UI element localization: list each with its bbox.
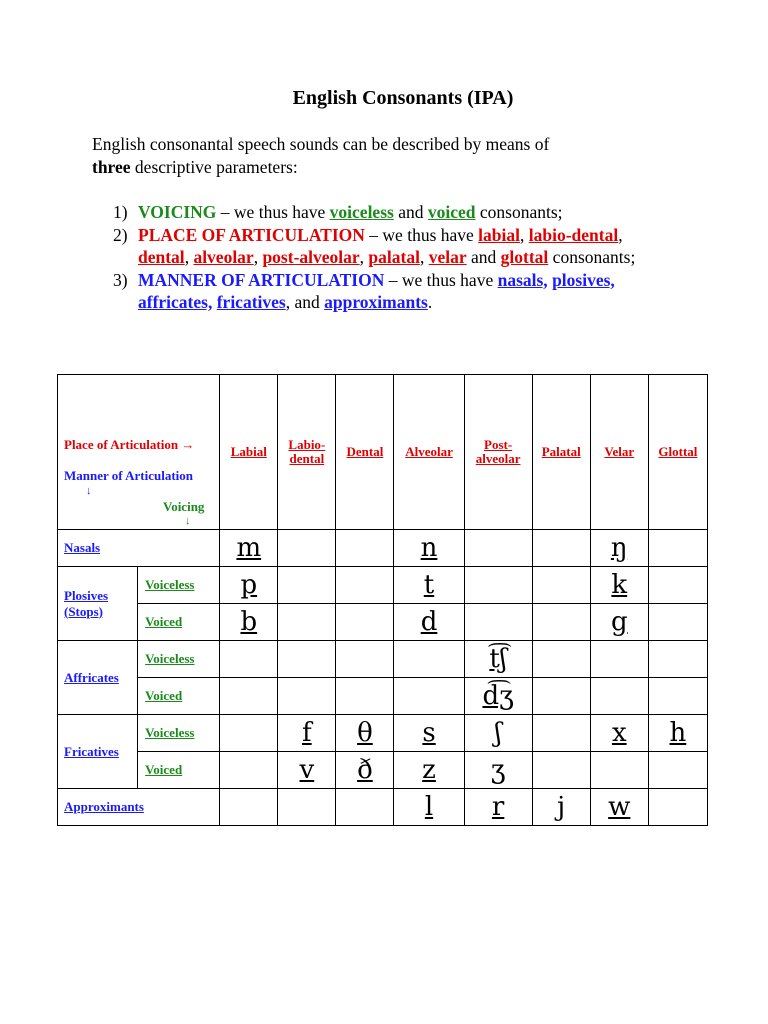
link-velar[interactable]: velar xyxy=(428,247,467,267)
link-voiced[interactable]: voiced xyxy=(427,202,476,222)
list-text: and xyxy=(466,247,501,267)
link-voiceless[interactable]: voiceless xyxy=(329,202,394,222)
intro-text: English consonantal speech sounds can be described by means of xyxy=(92,134,550,154)
ipa-symbol xyxy=(394,641,464,678)
ipa-symbol xyxy=(220,678,278,715)
page-title: English Consonants (IPA) xyxy=(292,87,514,109)
ipa-symbol xyxy=(532,715,590,752)
manner-heading: MANNER OF ARTICULATION xyxy=(138,269,385,290)
ipa-symbol: l xyxy=(394,789,464,826)
ipa-symbol xyxy=(278,641,336,678)
ipa-symbol xyxy=(532,678,590,715)
ipa-symbol: t͡ʃ xyxy=(464,641,532,678)
ipa-symbol: ʒ xyxy=(464,752,532,789)
ipa-symbol xyxy=(220,752,278,789)
list-text: , xyxy=(359,247,369,267)
link-plosives[interactable]: plosives, xyxy=(552,269,615,290)
table-row-plosives-voiceless xyxy=(58,567,708,604)
ipa-symbol: ʃ xyxy=(464,715,532,752)
ipa-symbol: ŋ xyxy=(590,530,648,567)
voicing-heading: VOICING xyxy=(138,202,217,222)
voicing-voiced[interactable]: Voiced xyxy=(138,678,220,715)
list-text: , xyxy=(184,247,194,267)
list-number: 1) xyxy=(113,202,128,222)
link-approximants[interactable]: approximants xyxy=(324,292,428,312)
intro-paragraph xyxy=(92,133,692,179)
corner-cell xyxy=(58,375,220,530)
row-label-plosives[interactable]: Plosives (Stops) xyxy=(58,567,138,641)
ipa-symbol xyxy=(394,678,464,715)
ipa-symbol xyxy=(648,641,707,678)
column-header-post-alveolar[interactable]: Post- alveolar xyxy=(464,375,532,530)
link-dental[interactable]: dental xyxy=(138,247,185,267)
down-arrow-icon: ↓ xyxy=(86,485,92,497)
list-number: 3) xyxy=(113,269,128,290)
ipa-symbol: d xyxy=(394,604,464,641)
ipa-symbol: x xyxy=(590,715,648,752)
ipa-symbol xyxy=(336,678,394,715)
list-text: and xyxy=(393,202,428,222)
ipa-symbol xyxy=(464,530,532,567)
ipa-symbol xyxy=(590,752,648,789)
voicing-voiceless[interactable]: Voiceless xyxy=(138,715,220,752)
ipa-symbol xyxy=(648,567,707,604)
ipa-symbol xyxy=(278,789,336,826)
link-labial[interactable]: labial xyxy=(478,224,520,245)
list-item-place xyxy=(113,224,673,269)
place-heading: PLACE OF ARTICULATION xyxy=(138,224,365,245)
list-number: 2) xyxy=(113,224,128,245)
ipa-symbol xyxy=(648,604,707,641)
ipa-symbol: v xyxy=(278,752,336,789)
list-item-voicing xyxy=(113,201,673,224)
link-fricatives[interactable]: fricatives xyxy=(216,292,286,312)
manner-of-articulation-label: Manner of Articulation xyxy=(64,468,194,483)
ipa-symbol: d͡ʒ xyxy=(464,678,532,715)
ipa-symbol: z xyxy=(394,752,464,789)
ipa-symbol: r xyxy=(464,789,532,826)
ipa-symbol: ð xyxy=(336,752,394,789)
place-of-articulation-label: Place of Articulation → xyxy=(64,437,195,452)
list-text: – we thus have xyxy=(364,224,479,245)
parameter-list xyxy=(113,201,673,314)
consonant-table xyxy=(57,374,708,826)
ipa-symbol: θ xyxy=(336,715,394,752)
list-text: consonants; xyxy=(475,202,563,222)
ipa-symbol xyxy=(336,604,394,641)
ipa-symbol: w xyxy=(590,789,648,826)
ipa-symbol: b xyxy=(220,604,278,641)
row-label-approximants[interactable]: Approximants xyxy=(58,789,220,826)
voicing-voiceless[interactable]: Voiceless xyxy=(138,641,220,678)
list-text: . xyxy=(427,292,433,312)
ipa-symbol: g xyxy=(590,604,648,641)
voicing-label: Voicing xyxy=(163,499,205,514)
column-header-palatal[interactable]: Palatal xyxy=(532,375,590,530)
ipa-symbol xyxy=(648,678,707,715)
ipa-symbol xyxy=(532,752,590,789)
table-row-plosives-voiced xyxy=(58,604,708,641)
ipa-symbol xyxy=(278,678,336,715)
ipa-symbol xyxy=(464,604,532,641)
link-affricates[interactable]: affricates, xyxy=(138,292,213,312)
ipa-symbol: j xyxy=(532,789,590,826)
voicing-voiced[interactable]: Voiced xyxy=(138,604,220,641)
ipa-symbol xyxy=(336,641,394,678)
ipa-symbol: k xyxy=(590,567,648,604)
ipa-symbol: t xyxy=(394,567,464,604)
list-text: – we thus have xyxy=(384,269,498,290)
ipa-symbol xyxy=(336,567,394,604)
ipa-symbol: p xyxy=(220,567,278,604)
list-text: – we thus have xyxy=(216,202,330,222)
link-labio-dental[interactable]: labio-dental xyxy=(528,224,619,245)
ipa-symbol xyxy=(464,567,532,604)
table-row-nasals xyxy=(58,530,708,567)
voicing-voiced[interactable]: Voiced xyxy=(138,752,220,789)
list-text: , xyxy=(618,224,623,245)
table-row-approximants xyxy=(58,789,708,826)
table-row-fricatives-voiced xyxy=(58,752,708,789)
ipa-symbol: h xyxy=(648,715,707,752)
row-label-nasals[interactable]: Nasals xyxy=(58,530,220,567)
intro-text-2: descriptive parameters: xyxy=(130,157,298,177)
column-header-alveolar[interactable]: Alveolar xyxy=(394,375,464,530)
ipa-symbol: s xyxy=(394,715,464,752)
column-header-labio-dental[interactable]: Labio- dental xyxy=(278,375,336,530)
list-text: , xyxy=(253,247,263,267)
column-header-glottal[interactable]: Glottal xyxy=(648,375,707,530)
row-label-affricates[interactable]: Affricates xyxy=(58,641,138,715)
link-post-alveolar[interactable]: post-alveolar xyxy=(262,247,360,267)
column-header-dental[interactable]: Dental xyxy=(336,375,394,530)
intro-bold: three xyxy=(92,157,131,177)
ipa-symbol xyxy=(648,752,707,789)
ipa-symbol xyxy=(590,678,648,715)
ipa-symbol xyxy=(648,530,707,567)
link-nasals[interactable]: nasals, xyxy=(497,269,548,290)
link-alveolar[interactable]: alveolar xyxy=(193,247,254,267)
header-row xyxy=(58,375,708,530)
ipa-symbol xyxy=(532,604,590,641)
ipa-symbol xyxy=(278,567,336,604)
column-header-velar[interactable]: Velar xyxy=(590,375,648,530)
ipa-symbol xyxy=(532,641,590,678)
list-item-manner xyxy=(113,269,673,314)
list-text: , xyxy=(520,224,529,245)
table-row-affricates-voiced xyxy=(58,678,708,715)
ipa-symbol xyxy=(336,789,394,826)
ipa-symbol xyxy=(648,789,707,826)
list-text: , and xyxy=(285,292,325,312)
link-palatal[interactable]: palatal xyxy=(368,247,420,267)
table-row-fricatives-voiceless xyxy=(58,715,708,752)
list-text: consonants; xyxy=(548,247,636,267)
ipa-symbol xyxy=(278,604,336,641)
ipa-symbol xyxy=(336,530,394,567)
ipa-symbol: n xyxy=(394,530,464,567)
ipa-symbol xyxy=(590,641,648,678)
ipa-symbol xyxy=(278,530,336,567)
row-label-fricatives[interactable]: Fricatives xyxy=(58,715,138,789)
ipa-symbol xyxy=(220,715,278,752)
list-text: , xyxy=(419,247,429,267)
ipa-symbol xyxy=(532,530,590,567)
ipa-symbol xyxy=(220,641,278,678)
down-arrow-icon: ↓ xyxy=(185,515,191,527)
ipa-symbol xyxy=(220,789,278,826)
table-row-affricates-voiceless xyxy=(58,641,708,678)
ipa-symbol xyxy=(532,567,590,604)
ipa-symbol: m xyxy=(220,530,278,567)
ipa-symbol: f xyxy=(278,715,336,752)
column-header-labial[interactable]: Labial xyxy=(220,375,278,530)
link-glottal[interactable]: glottal xyxy=(500,247,549,267)
voicing-voiceless[interactable]: Voiceless xyxy=(138,567,220,604)
